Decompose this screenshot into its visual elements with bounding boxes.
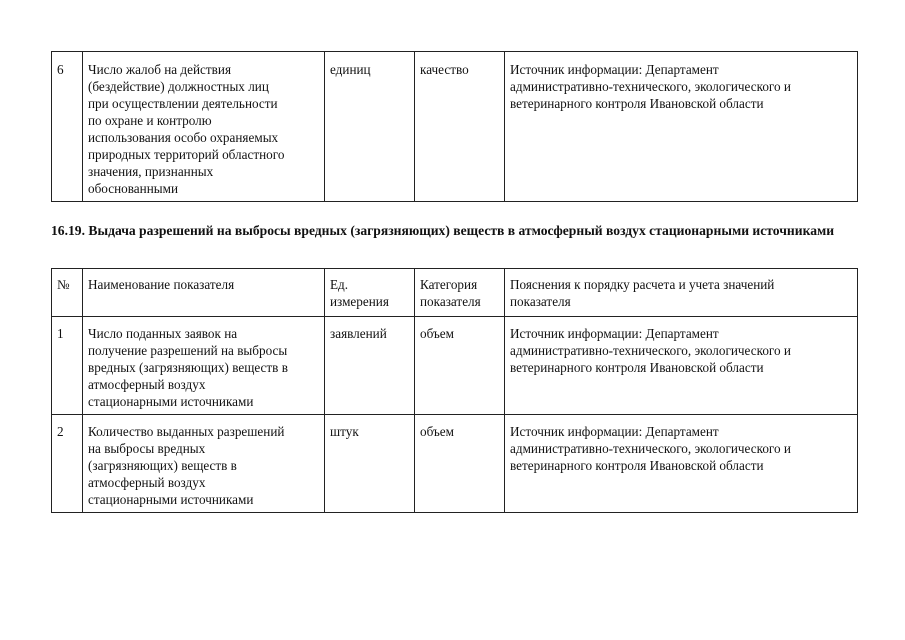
indicator-table <box>51 268 858 513</box>
indicator-table-continued <box>51 51 858 202</box>
row-number: 1 <box>52 317 83 415</box>
indicator-explanation: Источник информации: Департамент административно-технического, экологического и ветеринарного контроля Ивановской области <box>505 52 858 202</box>
indicator-category: объем <box>415 415 505 513</box>
indicator-category: качество <box>415 52 505 202</box>
section-heading: 16.19. Выдача разрешений на выбросы вредных (загрязняющих) веществ в атмосферный воздух стационарными источниками <box>51 223 835 238</box>
indicator-unit: штук <box>325 415 415 513</box>
table-header-row <box>52 269 858 317</box>
indicator-explanation: Источник информации: Департамент административно-технического, экологического и ветеринарного контроля Ивановской области <box>505 415 858 513</box>
row-number: 6 <box>52 52 83 202</box>
indicator-category: объем <box>415 317 505 415</box>
indicator-name: Число поданных заявок на получение разрешений на выбросы вредных (загрязняющих) веществ в атмосферный воздух стационарными источниками <box>83 317 325 415</box>
header-unit: Ед. измерения <box>325 269 415 317</box>
header-name: Наименование показателя <box>83 269 325 317</box>
header-explanation: Пояснения к порядку расчета и учета значений показателя <box>505 269 858 317</box>
indicator-name: Число жалоб на действия (бездействие) должностных лиц при осуществлении деятельности по охране и контролю использования особо охраняемых природных территорий областного значения, признанных обоснованными <box>83 52 325 202</box>
indicator-unit: единиц <box>325 52 415 202</box>
header-num: № <box>52 269 83 317</box>
table-row <box>52 415 858 513</box>
indicator-name: Количество выданных разрешений на выбросы вредных (загрязняющих) веществ в атмосферный воздух стационарными источниками <box>83 415 325 513</box>
indicator-explanation: Источник информации: Департамент административно-технического, экологического и ветеринарного контроля Ивановской области <box>505 317 858 415</box>
header-category: Категория показателя <box>415 269 505 317</box>
table-row <box>52 317 858 415</box>
indicator-unit: заявлений <box>325 317 415 415</box>
row-number: 2 <box>52 415 83 513</box>
table-row <box>52 52 858 202</box>
